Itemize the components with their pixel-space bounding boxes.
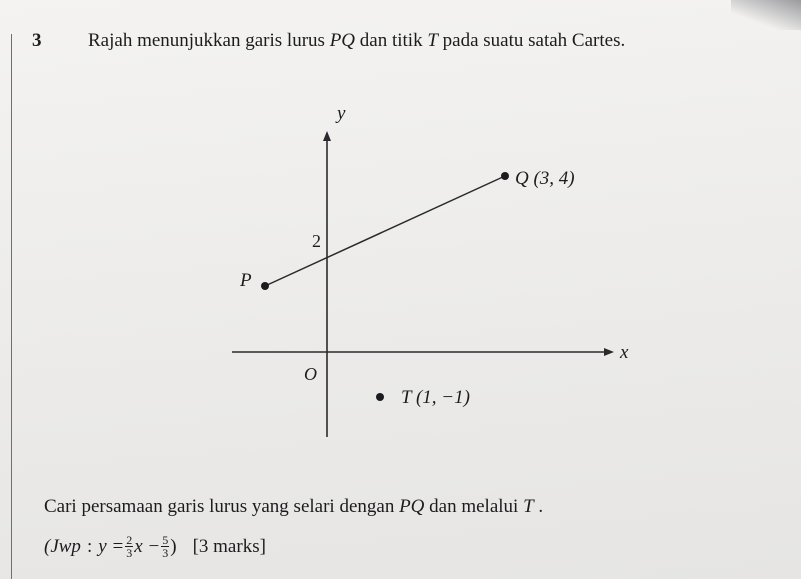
- question-text-start: Rajah menunjukkan garis lurus: [88, 30, 330, 51]
- instruction-end: .: [533, 496, 544, 517]
- instruction-middle: dan melalui: [424, 496, 524, 517]
- instruction-point-t: T: [523, 496, 534, 517]
- question-text-middle: dan titik: [355, 30, 428, 51]
- question-text-end: pada suatu satah Cartes.: [437, 30, 626, 51]
- instruction-text: [44, 496, 543, 518]
- point-q: [501, 172, 509, 180]
- question-number: 3: [32, 30, 42, 51]
- point-p: [261, 282, 269, 290]
- answer-y-equals: y =: [98, 535, 125, 557]
- fraction-numerator: 5: [162, 533, 169, 547]
- marks-label: [3 marks]: [192, 535, 266, 557]
- answer-prefix: (Jwp: [44, 535, 81, 557]
- instruction-start: Cari persamaan garis lurus yang selari dengan: [44, 496, 400, 517]
- fraction-two-thirds: [125, 534, 133, 559]
- question-line-pq: PQ: [329, 30, 356, 51]
- origin-label: O: [304, 364, 317, 384]
- point-q-label: Q (3, 4): [515, 168, 575, 189]
- instruction-line-pq: PQ: [399, 496, 425, 517]
- answer-close-paren: ): [170, 535, 177, 557]
- answer-line: [44, 534, 266, 559]
- answer-colon: :: [86, 535, 93, 557]
- y-intercept-label: 2: [312, 231, 321, 251]
- fraction-five-thirds: [161, 534, 169, 559]
- y-axis-label: y: [337, 103, 346, 124]
- answer-x-minus: x −: [134, 535, 161, 557]
- line-pq: [265, 176, 505, 286]
- fraction-denominator: 3: [126, 546, 133, 560]
- fraction-denominator: 3: [162, 546, 169, 560]
- point-t: [376, 393, 384, 401]
- point-p-label: P: [240, 270, 252, 291]
- fraction-numerator: 2: [126, 533, 133, 547]
- point-t-label: T (1, −1): [401, 387, 470, 408]
- x-axis-label: x: [620, 342, 629, 363]
- question-point-t: T: [427, 30, 438, 51]
